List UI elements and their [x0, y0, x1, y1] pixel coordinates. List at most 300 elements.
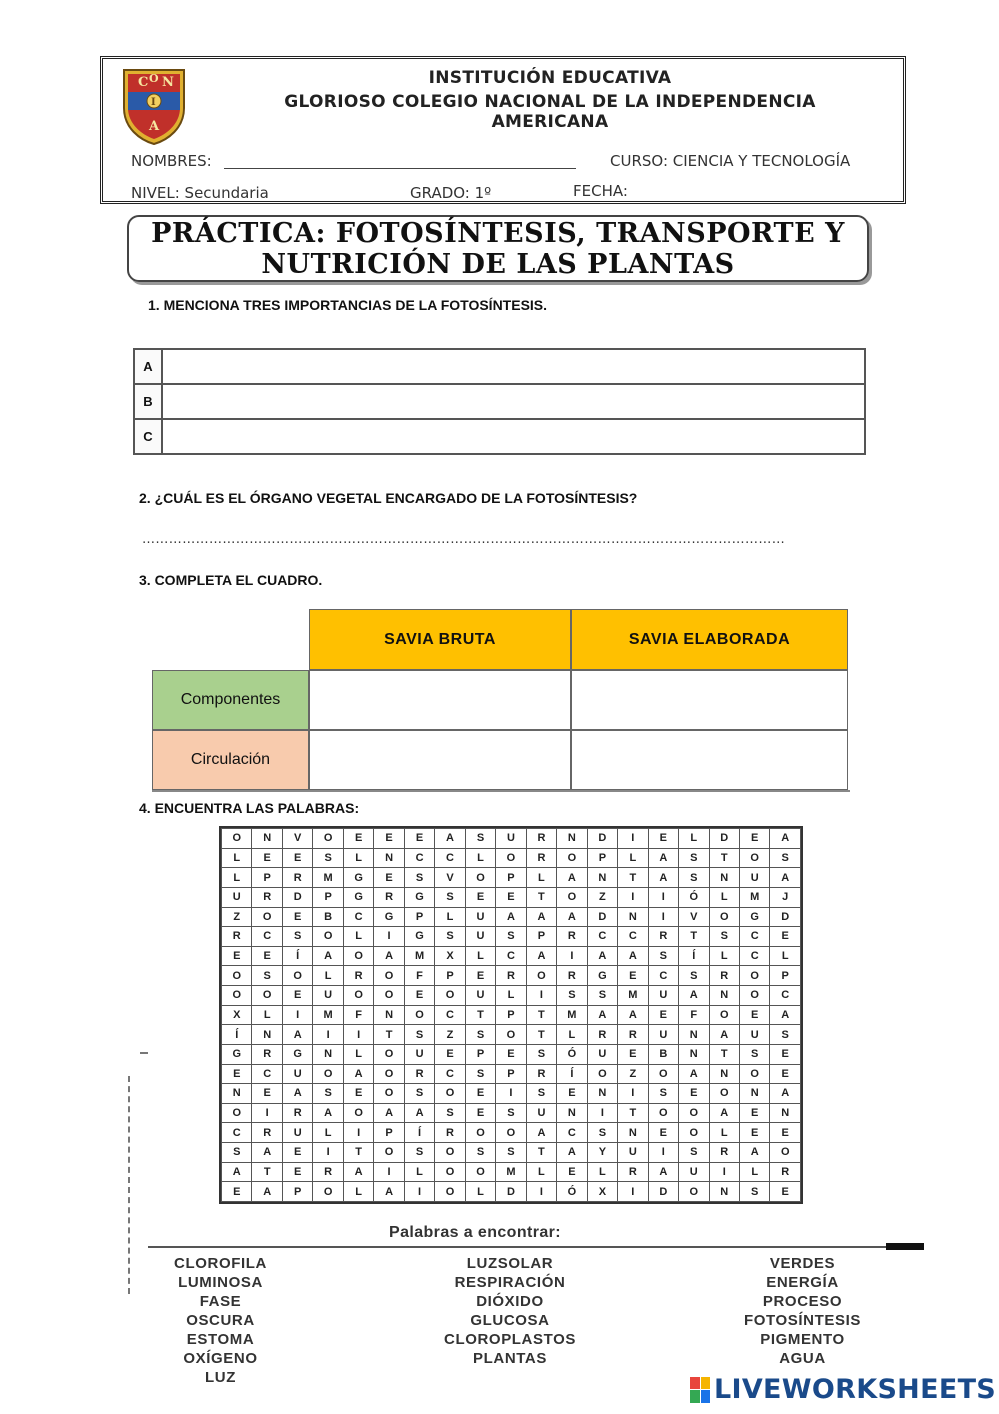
grid-letter-cell[interactable]: A [557, 907, 587, 927]
grid-letter-cell[interactable]: L [435, 907, 465, 927]
grid-letter-cell[interactable]: N [222, 1084, 252, 1104]
grid-letter-cell[interactable]: L [343, 848, 373, 868]
grid-letter-cell[interactable]: R [435, 1123, 465, 1143]
grid-letter-cell[interactable]: S [557, 986, 587, 1006]
grid-letter-cell[interactable]: P [496, 868, 526, 888]
grid-letter-cell[interactable]: L [222, 848, 252, 868]
grid-letter-cell[interactable]: V [679, 907, 709, 927]
grid-letter-cell[interactable]: M [313, 868, 343, 888]
grid-letter-cell[interactable]: E [252, 946, 282, 966]
grid-letter-cell[interactable]: O [496, 848, 526, 868]
grid-letter-cell[interactable]: L [343, 1044, 373, 1064]
grid-letter-cell[interactable]: E [343, 1084, 373, 1104]
grid-letter-cell[interactable]: L [739, 1162, 769, 1182]
grid-letter-cell[interactable]: I [587, 1103, 617, 1123]
grid-letter-cell[interactable]: U [739, 1025, 769, 1045]
grid-letter-cell[interactable]: I [709, 1162, 739, 1182]
grid-letter-cell[interactable]: A [587, 1005, 617, 1025]
grid-letter-cell[interactable]: O [435, 1143, 465, 1163]
grid-letter-cell[interactable]: N [252, 829, 282, 849]
grid-letter-cell[interactable]: O [435, 986, 465, 1006]
grid-letter-cell[interactable]: E [282, 1143, 312, 1163]
grid-letter-cell[interactable]: A [435, 829, 465, 849]
grid-letter-cell[interactable]: E [465, 1084, 495, 1104]
grid-letter-cell[interactable]: S [648, 1084, 678, 1104]
grid-letter-cell[interactable]: O [222, 829, 252, 849]
grid-letter-cell[interactable]: O [679, 1103, 709, 1123]
grid-letter-cell[interactable]: T [374, 1025, 404, 1045]
grid-letter-cell[interactable]: N [618, 1123, 648, 1143]
grid-letter-cell[interactable]: O [343, 986, 373, 1006]
grid-letter-cell[interactable]: O [222, 966, 252, 986]
grid-letter-cell[interactable]: O [222, 986, 252, 1006]
grid-letter-cell[interactable]: I [313, 1025, 343, 1045]
grid-letter-cell[interactable]: O [404, 1005, 434, 1025]
grid-letter-cell[interactable]: N [709, 986, 739, 1006]
grid-letter-cell[interactable]: A [770, 829, 801, 849]
grid-letter-cell[interactable]: O [374, 1143, 404, 1163]
grid-letter-cell[interactable]: C [435, 1005, 465, 1025]
grid-letter-cell[interactable]: S [587, 1123, 617, 1143]
grid-letter-cell[interactable]: S [313, 848, 343, 868]
grid-letter-cell[interactable]: C [252, 927, 282, 947]
grid-letter-cell[interactable]: X [435, 946, 465, 966]
grid-letter-cell[interactable]: A [587, 946, 617, 966]
grid-letter-cell[interactable]: U [679, 1162, 709, 1182]
grid-letter-cell[interactable]: Í [557, 1064, 587, 1084]
grid-letter-cell[interactable]: P [435, 966, 465, 986]
grid-letter-cell[interactable]: L [496, 986, 526, 1006]
grid-letter-cell[interactable]: O [313, 829, 343, 849]
grid-letter-cell[interactable]: N [374, 1005, 404, 1025]
grid-letter-cell[interactable]: O [222, 1103, 252, 1123]
grid-letter-cell[interactable]: S [465, 829, 495, 849]
grid-letter-cell[interactable]: T [465, 1005, 495, 1025]
grid-letter-cell[interactable]: N [557, 829, 587, 849]
grid-letter-cell[interactable]: M [496, 1162, 526, 1182]
grid-letter-cell[interactable]: R [252, 887, 282, 907]
grid-letter-cell[interactable]: E [374, 868, 404, 888]
grid-letter-cell[interactable]: A [374, 1182, 404, 1202]
grid-letter-cell[interactable]: E [648, 1123, 678, 1143]
grid-letter-cell[interactable]: F [343, 1005, 373, 1025]
grid-letter-cell[interactable]: M [618, 986, 648, 1006]
grid-letter-cell[interactable]: O [526, 966, 556, 986]
grid-letter-cell[interactable]: R [648, 927, 678, 947]
grid-letter-cell[interactable]: M [557, 1005, 587, 1025]
grid-letter-cell[interactable]: P [252, 868, 282, 888]
grid-letter-cell[interactable]: A [282, 1084, 312, 1104]
grid-letter-cell[interactable]: Z [222, 907, 252, 927]
grid-letter-cell[interactable]: I [648, 1143, 678, 1163]
grid-letter-cell[interactable]: L [222, 868, 252, 888]
grid-letter-cell[interactable]: O [587, 1064, 617, 1084]
grid-letter-cell[interactable]: A [343, 1064, 373, 1084]
grid-letter-cell[interactable]: D [770, 907, 801, 927]
grid-letter-cell[interactable]: R [618, 1025, 648, 1045]
grid-letter-cell[interactable]: O [343, 1103, 373, 1123]
grid-letter-cell[interactable]: E [770, 1064, 801, 1084]
grid-letter-cell[interactable]: C [496, 946, 526, 966]
grid-letter-cell[interactable]: A [526, 946, 556, 966]
grid-letter-cell[interactable]: O [435, 1084, 465, 1104]
grid-letter-cell[interactable]: C [648, 966, 678, 986]
grid-letter-cell[interactable]: O [313, 1182, 343, 1202]
grid-letter-cell[interactable]: I [343, 1025, 373, 1045]
grid-letter-cell[interactable]: L [404, 1162, 434, 1182]
grid-letter-cell[interactable]: A [313, 1103, 343, 1123]
grid-letter-cell[interactable]: O [313, 927, 343, 947]
grid-letter-cell[interactable]: R [526, 848, 556, 868]
grid-letter-cell[interactable]: I [282, 1005, 312, 1025]
grid-letter-cell[interactable]: P [587, 848, 617, 868]
grid-letter-cell[interactable]: A [374, 1103, 404, 1123]
grid-letter-cell[interactable]: E [404, 829, 434, 849]
grid-letter-cell[interactable]: N [679, 1044, 709, 1064]
grid-letter-cell[interactable]: E [739, 1005, 769, 1025]
grid-letter-cell[interactable]: O [374, 1044, 404, 1064]
grid-letter-cell[interactable]: L [465, 848, 495, 868]
grid-letter-cell[interactable]: P [496, 1064, 526, 1084]
grid-letter-cell[interactable]: S [435, 927, 465, 947]
cell-circulacion-elaborada[interactable] [571, 730, 848, 790]
grid-letter-cell[interactable]: R [526, 829, 556, 849]
grid-letter-cell[interactable]: C [435, 848, 465, 868]
grid-letter-cell[interactable]: E [618, 1044, 648, 1064]
grid-letter-cell[interactable]: S [526, 1084, 556, 1104]
grid-letter-cell[interactable]: C [739, 946, 769, 966]
grid-letter-cell[interactable]: I [313, 1143, 343, 1163]
grid-letter-cell[interactable]: X [587, 1182, 617, 1202]
grid-letter-cell[interactable]: I [526, 1182, 556, 1202]
grid-letter-cell[interactable]: M [404, 946, 434, 966]
grid-letter-cell[interactable]: C [404, 848, 434, 868]
grid-letter-cell[interactable]: S [496, 1103, 526, 1123]
grid-letter-cell[interactable]: A [313, 946, 343, 966]
grid-letter-cell[interactable]: X [222, 1005, 252, 1025]
grid-letter-cell[interactable]: I [618, 1084, 648, 1104]
grid-letter-cell[interactable]: S [435, 1103, 465, 1123]
grid-letter-cell[interactable]: V [435, 868, 465, 888]
grid-letter-cell[interactable]: E [282, 907, 312, 927]
grid-letter-cell[interactable]: S [526, 1044, 556, 1064]
grid-letter-cell[interactable]: N [679, 1025, 709, 1045]
grid-letter-cell[interactable]: S [770, 848, 801, 868]
grid-letter-cell[interactable]: I [648, 907, 678, 927]
grid-letter-cell[interactable]: N [770, 1103, 801, 1123]
grid-letter-cell[interactable]: L [343, 1182, 373, 1202]
grid-letter-cell[interactable]: S [465, 1025, 495, 1045]
grid-letter-cell[interactable]: L [709, 1123, 739, 1143]
grid-letter-cell[interactable]: A [679, 986, 709, 1006]
grid-letter-cell[interactable]: A [222, 1162, 252, 1182]
grid-letter-cell[interactable]: C [252, 1064, 282, 1084]
grid-letter-cell[interactable]: O [496, 1025, 526, 1045]
grid-letter-cell[interactable]: E [739, 1103, 769, 1123]
grid-letter-cell[interactable]: R [557, 927, 587, 947]
grid-letter-cell[interactable]: O [435, 1182, 465, 1202]
grid-letter-cell[interactable]: A [282, 1025, 312, 1045]
grid-letter-cell[interactable]: A [618, 1005, 648, 1025]
grid-letter-cell[interactable]: S [739, 1182, 769, 1202]
grid-letter-cell[interactable]: U [222, 887, 252, 907]
grid-letter-cell[interactable]: E [222, 946, 252, 966]
grid-letter-cell[interactable]: Í [679, 946, 709, 966]
grid-letter-cell[interactable]: G [343, 868, 373, 888]
grid-letter-cell[interactable]: A [374, 946, 404, 966]
grid-letter-cell[interactable]: R [252, 1044, 282, 1064]
grid-letter-cell[interactable]: E [770, 1182, 801, 1202]
grid-letter-cell[interactable]: A [252, 1143, 282, 1163]
grid-letter-cell[interactable]: S [435, 887, 465, 907]
grid-letter-cell[interactable]: A [648, 868, 678, 888]
grid-letter-cell[interactable]: S [404, 1084, 434, 1104]
grid-letter-cell[interactable]: A [770, 868, 801, 888]
grid-letter-cell[interactable]: I [526, 986, 556, 1006]
grid-letter-cell[interactable]: A [496, 907, 526, 927]
grid-letter-cell[interactable]: U [282, 1064, 312, 1084]
grid-letter-cell[interactable]: P [496, 1005, 526, 1025]
grid-letter-cell[interactable]: L [557, 1025, 587, 1045]
grid-letter-cell[interactable]: P [404, 907, 434, 927]
grid-letter-cell[interactable]: E [465, 887, 495, 907]
grid-letter-cell[interactable]: L [252, 1005, 282, 1025]
grid-letter-cell[interactable]: E [770, 1123, 801, 1143]
grid-letter-cell[interactable]: R [709, 966, 739, 986]
grid-letter-cell[interactable]: T [526, 887, 556, 907]
grid-letter-cell[interactable]: R [313, 1162, 343, 1182]
grid-letter-cell[interactable]: O [709, 1084, 739, 1104]
grid-letter-cell[interactable]: I [557, 946, 587, 966]
grid-letter-cell[interactable]: P [313, 887, 343, 907]
grid-letter-cell[interactable]: E [252, 1084, 282, 1104]
grid-letter-cell[interactable]: E [557, 1084, 587, 1104]
grid-letter-cell[interactable]: R [404, 1064, 434, 1084]
grid-letter-cell[interactable]: S [648, 946, 678, 966]
grid-letter-cell[interactable]: U [465, 907, 495, 927]
grid-letter-cell[interactable]: G [404, 887, 434, 907]
grid-letter-cell[interactable]: A [526, 1123, 556, 1143]
grid-letter-cell[interactable]: C [222, 1123, 252, 1143]
grid-letter-cell[interactable]: R [252, 1123, 282, 1143]
grid-letter-cell[interactable]: O [739, 848, 769, 868]
grid-letter-cell[interactable]: S [496, 1143, 526, 1163]
grid-letter-cell[interactable]: P [770, 966, 801, 986]
grid-letter-cell[interactable]: U [404, 1044, 434, 1064]
grid-letter-cell[interactable]: B [313, 907, 343, 927]
grid-letter-cell[interactable]: E [465, 1103, 495, 1123]
grid-letter-cell[interactable]: E [557, 1162, 587, 1182]
grid-letter-cell[interactable]: S [679, 966, 709, 986]
grid-letter-cell[interactable]: I [618, 887, 648, 907]
grid-letter-cell[interactable]: E [435, 1044, 465, 1064]
grid-letter-cell[interactable]: O [374, 966, 404, 986]
grid-letter-cell[interactable]: P [465, 1044, 495, 1064]
grid-letter-cell[interactable]: E [282, 986, 312, 1006]
cell-circulacion-bruta[interactable] [309, 730, 571, 790]
grid-letter-cell[interactable]: I [404, 1182, 434, 1202]
grid-letter-cell[interactable]: R [709, 1143, 739, 1163]
grid-letter-cell[interactable]: U [739, 868, 769, 888]
grid-letter-cell[interactable]: O [648, 1103, 678, 1123]
grid-letter-cell[interactable]: P [526, 927, 556, 947]
grid-letter-cell[interactable]: G [282, 1044, 312, 1064]
grid-letter-cell[interactable]: S [739, 1044, 769, 1064]
grid-letter-cell[interactable]: N [709, 1182, 739, 1202]
grid-letter-cell[interactable]: G [404, 927, 434, 947]
grid-letter-cell[interactable]: T [526, 1143, 556, 1163]
grid-letter-cell[interactable]: A [648, 1162, 678, 1182]
grid-letter-cell[interactable]: I [374, 1162, 404, 1182]
grid-letter-cell[interactable]: E [282, 1162, 312, 1182]
grid-letter-cell[interactable]: U [282, 1123, 312, 1143]
grid-letter-cell[interactable]: D [709, 829, 739, 849]
grid-letter-cell[interactable]: I [618, 829, 648, 849]
grid-letter-cell[interactable]: O [679, 1123, 709, 1143]
grid-letter-cell[interactable]: C [587, 927, 617, 947]
grid-letter-cell[interactable]: R [222, 927, 252, 947]
grid-letter-cell[interactable]: S [770, 1025, 801, 1045]
grid-letter-cell[interactable]: M [313, 1005, 343, 1025]
grid-letter-cell[interactable]: N [709, 868, 739, 888]
grid-letter-cell[interactable]: O [648, 1064, 678, 1084]
grid-letter-cell[interactable]: E [404, 986, 434, 1006]
grid-letter-cell[interactable]: N [587, 868, 617, 888]
grid-letter-cell[interactable]: M [739, 887, 769, 907]
grid-letter-cell[interactable]: Ó [679, 887, 709, 907]
grid-letter-cell[interactable]: N [739, 1084, 769, 1104]
grid-letter-cell[interactable]: L [709, 887, 739, 907]
grid-letter-cell[interactable]: U [465, 927, 495, 947]
grid-letter-cell[interactable]: P [282, 1182, 312, 1202]
answer-field-c[interactable] [162, 419, 865, 454]
grid-letter-cell[interactable]: Z [435, 1025, 465, 1045]
grid-letter-cell[interactable]: E [343, 829, 373, 849]
grid-letter-cell[interactable]: R [587, 1025, 617, 1045]
grid-letter-cell[interactable]: T [679, 927, 709, 947]
grid-letter-cell[interactable]: S [404, 1025, 434, 1045]
grid-letter-cell[interactable]: T [618, 868, 648, 888]
grid-letter-cell[interactable]: A [739, 1143, 769, 1163]
grid-letter-cell[interactable]: S [496, 927, 526, 947]
grid-letter-cell[interactable]: A [770, 1005, 801, 1025]
grid-letter-cell[interactable]: D [587, 829, 617, 849]
answer-field-b[interactable] [162, 384, 865, 419]
grid-letter-cell[interactable]: E [374, 829, 404, 849]
grid-letter-cell[interactable]: L [770, 946, 801, 966]
grid-letter-cell[interactable]: E [739, 1123, 769, 1143]
grid-letter-cell[interactable]: C [435, 1064, 465, 1084]
grid-letter-cell[interactable]: N [313, 1044, 343, 1064]
grid-letter-cell[interactable]: S [587, 986, 617, 1006]
grid-letter-cell[interactable]: U [526, 1103, 556, 1123]
grid-letter-cell[interactable]: T [526, 1005, 556, 1025]
grid-letter-cell[interactable]: O [739, 1064, 769, 1084]
grid-letter-cell[interactable]: E [770, 927, 801, 947]
grid-letter-cell[interactable]: O [313, 1064, 343, 1084]
grid-letter-cell[interactable]: L [587, 1162, 617, 1182]
grid-letter-cell[interactable]: R [282, 1103, 312, 1123]
grid-letter-cell[interactable]: T [709, 848, 739, 868]
grid-letter-cell[interactable]: O [770, 1143, 801, 1163]
grid-letter-cell[interactable]: O [739, 966, 769, 986]
grid-letter-cell[interactable]: R [557, 966, 587, 986]
grid-letter-cell[interactable]: G [739, 907, 769, 927]
grid-letter-cell[interactable]: O [343, 946, 373, 966]
grid-letter-cell[interactable]: D [282, 887, 312, 907]
grid-letter-cell[interactable]: T [709, 1044, 739, 1064]
grid-letter-cell[interactable]: A [679, 1064, 709, 1084]
grid-letter-cell[interactable]: O [465, 1123, 495, 1143]
grid-letter-cell[interactable]: U [313, 986, 343, 1006]
grid-letter-cell[interactable]: C [618, 927, 648, 947]
grid-letter-cell[interactable]: E [618, 966, 648, 986]
grid-letter-cell[interactable]: N [557, 1103, 587, 1123]
grid-letter-cell[interactable]: E [465, 966, 495, 986]
grid-letter-cell[interactable]: N [252, 1025, 282, 1045]
grid-letter-cell[interactable]: U [648, 1025, 678, 1045]
grid-letter-cell[interactable]: R [374, 887, 404, 907]
grid-letter-cell[interactable]: Í [282, 946, 312, 966]
grid-letter-cell[interactable]: N [618, 907, 648, 927]
grid-letter-cell[interactable]: S [709, 927, 739, 947]
grid-letter-cell[interactable]: G [587, 966, 617, 986]
grid-letter-cell[interactable]: O [679, 1182, 709, 1202]
grid-letter-cell[interactable]: S [222, 1143, 252, 1163]
grid-letter-cell[interactable]: O [557, 848, 587, 868]
grid-letter-cell[interactable]: I [496, 1084, 526, 1104]
grid-letter-cell[interactable]: C [557, 1123, 587, 1143]
grid-letter-cell[interactable]: P [374, 1123, 404, 1143]
grid-letter-cell[interactable]: C [343, 907, 373, 927]
grid-letter-cell[interactable]: G [343, 887, 373, 907]
grid-letter-cell[interactable]: A [618, 946, 648, 966]
grid-letter-cell[interactable]: L [313, 966, 343, 986]
grid-letter-cell[interactable]: J [770, 887, 801, 907]
grid-letter-cell[interactable]: L [526, 1162, 556, 1182]
grid-letter-cell[interactable]: L [465, 1182, 495, 1202]
grid-letter-cell[interactable]: D [648, 1182, 678, 1202]
grid-letter-cell[interactable]: R [770, 1162, 801, 1182]
grid-letter-cell[interactable]: I [252, 1103, 282, 1123]
grid-letter-cell[interactable]: R [526, 1064, 556, 1084]
grid-letter-cell[interactable]: A [770, 1084, 801, 1104]
grid-letter-cell[interactable]: B [648, 1044, 678, 1064]
grid-letter-cell[interactable]: U [496, 829, 526, 849]
grid-letter-cell[interactable]: O [435, 1162, 465, 1182]
grid-letter-cell[interactable]: S [404, 868, 434, 888]
cell-componentes-elaborada[interactable] [571, 670, 848, 730]
grid-letter-cell[interactable]: S [282, 927, 312, 947]
grid-letter-cell[interactable]: E [252, 848, 282, 868]
grid-letter-cell[interactable]: D [496, 1182, 526, 1202]
grid-letter-cell[interactable]: O [709, 907, 739, 927]
grid-letter-cell[interactable]: U [648, 986, 678, 1006]
grid-letter-cell[interactable]: O [739, 986, 769, 1006]
grid-letter-cell[interactable]: L [709, 946, 739, 966]
grid-letter-cell[interactable]: S [404, 1143, 434, 1163]
grid-letter-cell[interactable]: Z [587, 887, 617, 907]
grid-letter-cell[interactable]: S [252, 966, 282, 986]
grid-letter-cell[interactable]: S [679, 1143, 709, 1163]
grid-letter-cell[interactable]: E [496, 887, 526, 907]
grid-letter-cell[interactable]: O [374, 986, 404, 1006]
grid-letter-cell[interactable]: O [252, 986, 282, 1006]
grid-letter-cell[interactable]: I [343, 1123, 373, 1143]
grid-letter-cell[interactable]: S [679, 868, 709, 888]
grid-letter-cell[interactable]: A [404, 1103, 434, 1123]
grid-letter-cell[interactable]: L [679, 829, 709, 849]
